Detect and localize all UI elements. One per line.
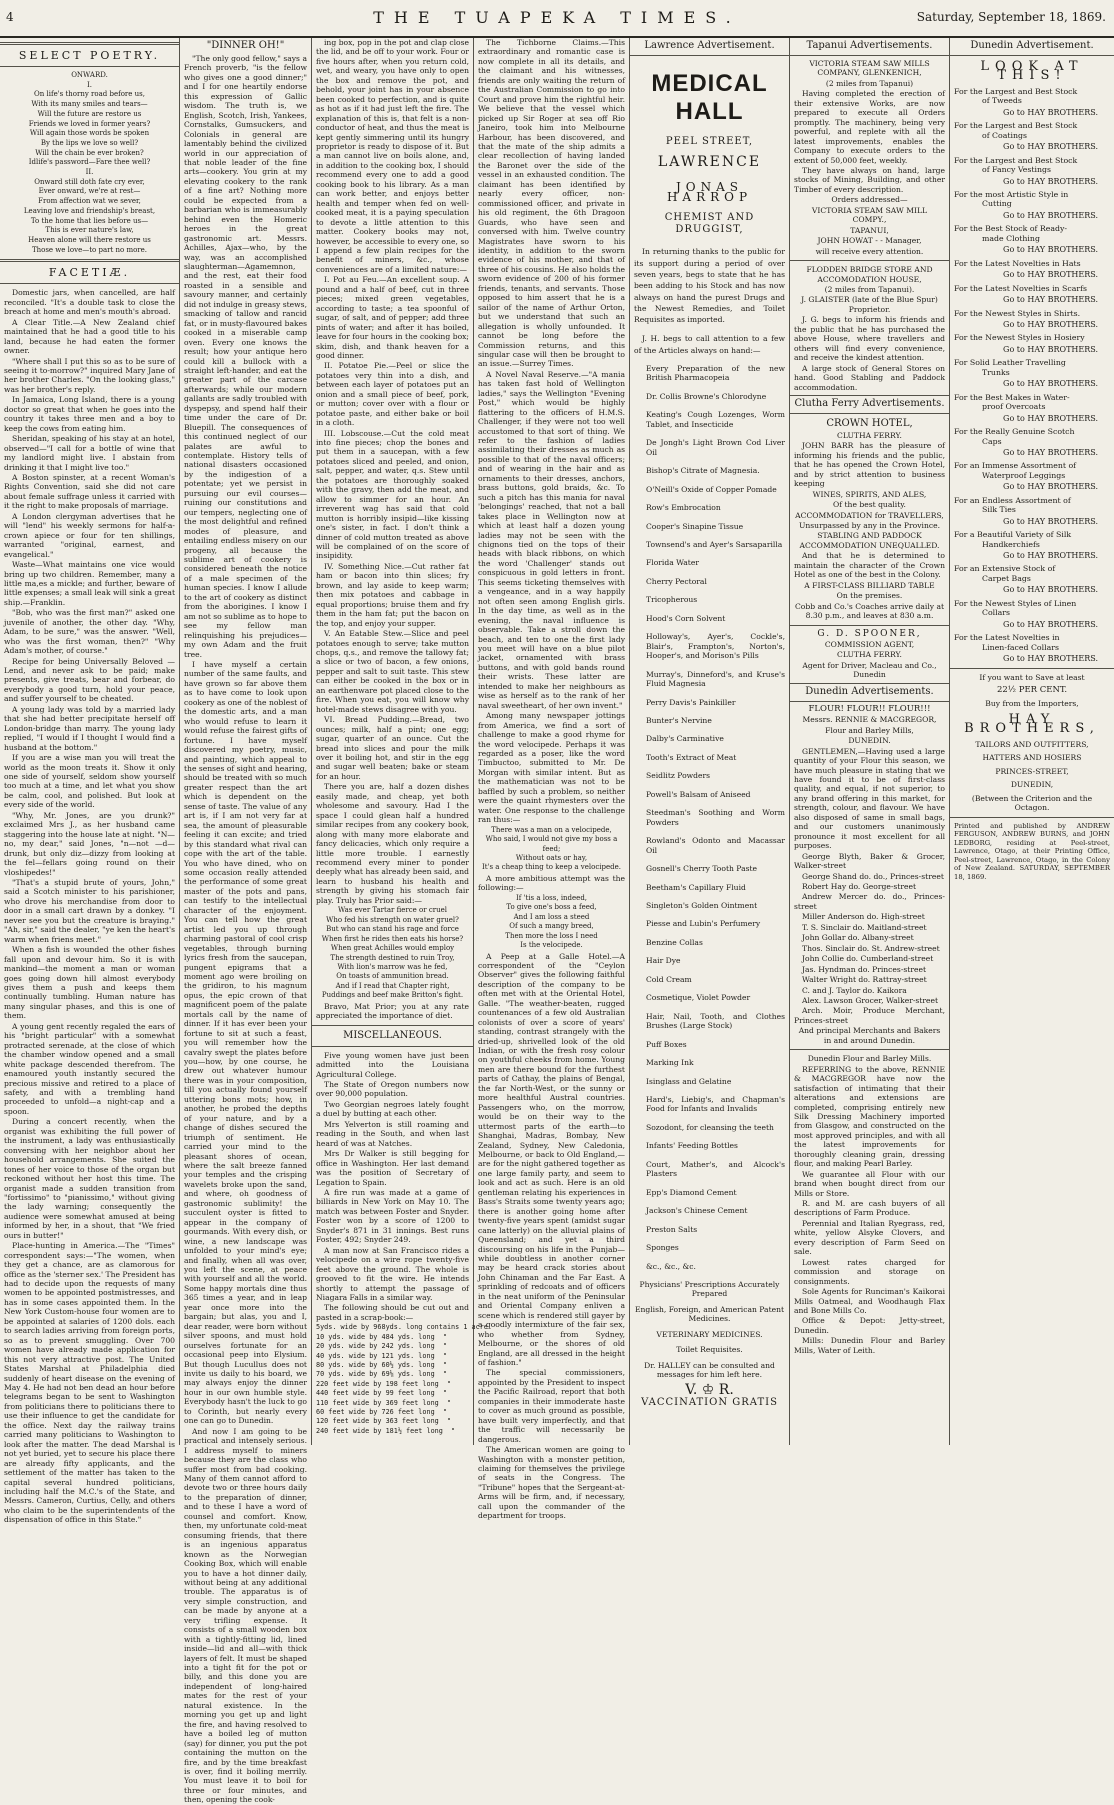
ad-testimonial: GENTLEMEN,—Having used a large quantity of your Flour this season, we have much pleasure in stating that we have found it to be of first-class quality, and equal, if not superior, to any brand offering in this market, for strength, colour, and flavour. We have also disposed of same in small bags, and our customers unanimously pronounce it most excellent for all purposes. (794, 746, 945, 851)
ad-stabling: STABLING AND PADDOCK ACCOMMODATION UNEQUALLED. (799, 531, 940, 550)
ad-entry-line: Linen-faced Collars (982, 642, 1059, 652)
ad-section-head: Tapanui Advertisements. (790, 38, 949, 56)
column-poetry-facetiae (0, 38, 180, 1525)
paragraph: "Bob, who was the first man?" asked one juvenile of another, the other day. "Why, Adam, to be sure," was the answer. "Well, who was the first woman, then?" "Why Adam's mother, of course." (4, 608, 175, 656)
ad-goto-hay-brothers: Go to HAY BROTHERS. (1003, 654, 1098, 664)
divider (950, 817, 1114, 818)
ad-billiard-sub: On the premises. (836, 591, 903, 601)
ad-orders-to: VICTORIA STEAM SAW MILL COMPY., (811, 205, 928, 225)
ad-goto-hay-brothers: Go to HAY BROTHERS. (1003, 482, 1098, 492)
ad-item: Florida Water (646, 558, 699, 568)
ad-princes: PRINCES-STREET, (995, 766, 1069, 776)
paragraph: Place-hunting in America.—The "Times" correspondent says:—"The women, when they get a chance, are as clamorous for office as the 'sterner sex.' The President has had to decide upon the requests of many women to be appointed postmistresses, and has in some cases appointed them. In the New York Custom-house four women are to be appointed at salaries of 1200 dols. each to search ladies arriving from foreign ports, so as to prevent smuggling. Over 700 women have already made application for this not very attractive post. The United States Marshal at Philadelphia died suddenly of heart disease on the evening of May 4. He had not ben dead an hour before telegrams began to be sent to Washington from politicians there to politicians there to use their influence to get the candidate for the office. Next day the railway trains carried many politicians to Washington to look after the matter. The dead Marshal is not yet buried, yet to secure his place there are already fifty applicants, and the settlement of the matter has taken to the capital several hundred politicians, including half the M.C.'s of the State, and Messrs. Cameron, Curtius, Celly, and others who claim to be the superintendents of the dispensation of office in this State." (4, 1241, 175, 1525)
ad-flodden-title: FLODDEN BRIDGE STORE AND ACCOMODATION HOUSE, (806, 265, 933, 284)
ad-item: Seidlitz Powders (646, 771, 711, 781)
ad-dunedin: DUNEDIN, (1010, 780, 1054, 790)
paragraph: Five young women have just been admitted into the Louisiana Agricultural College. (316, 1050, 469, 1079)
ad-entry-line: of Coatings (982, 130, 1028, 140)
divider (312, 1025, 473, 1026)
paragraph: V. An Eatable Stew.—Slice and peel potatoes enough to serve; take mutton chops, q.s., and remove the tallowy fat; a slice or two of bacon, a few onions, pepper and salt to suit taste. This stew can either be cooked in the box or in an earthenware pot placed close to the fire. When you eat, you will know why hotel-made stews disagree with you. (316, 629, 469, 714)
divider (950, 668, 1114, 669)
ad-entries (954, 87, 1110, 664)
ad-spooner: G. D. SPOONER, (817, 628, 922, 639)
poem-stanza (4, 178, 175, 256)
miscellaneous-body (316, 1051, 469, 1323)
poem (4, 71, 175, 255)
ad-glaister-body: A large stock of General Stores on hand. Good Stabling and Paddock accommodation. (794, 363, 945, 392)
ad-veterinary: VETERINARY MEDICINES. (656, 1329, 763, 1339)
ad-entry-line: Handkerchiefs (982, 539, 1040, 549)
ad-goto-hay-brothers: Go to HAY BROTHERS. (1003, 379, 1098, 389)
ad-agents: Sole Agents for Runciman's Kaikorai Mills Oatmeal, and Woodhaugh Flax and Bone Mills Co. (794, 1287, 945, 1316)
paragraph: "The only good fellow," says a French proverb, "is the fellow who gives one a good dinner;" and I for one heartily endorse this expression of Gallic wisdom. The truth is, we English, Scotch, Irish, Yankees, Cornstalks, Gumsuckers, and Colonials in general are lamentably behind the civilized world in our appreciation of that noble leader of the fine arts—cookery. You grin at my elevating cookery to the rank of a fine art? Nothing more could be expected from a barbarian who is immeasurably behind even the Homeric heroes in the great gastronomic art. Messrs. Achilles, Ajax—who, by the way, was an accomplished slaughterman—Agamemnon, and the rest, eat their food roasted in a sensible and savoury manner, and certainly did not indulge in greasy stews, smacking of tallow and rancid fat, or in musty-flavoured bakes cooked in a miserable camp oven. Every one knows the result; how your antique hero could kill a bullock with a straight left-hander, and eat the greater part of the carcase afterwards; while our modern gallants are sadly troubled with dyspepsy, and spend half their time under the care of Dr. Bluepill. The consequences of this continued neglect of our palates are awful to contemplate. History tells of national disasters occasioned by the indigestion of a potentate; yet we persist in pursuing our evil courses—ruining our constitutions and our tempers, neglecting one of the most delightful and refined modes of pleasure, and entailing endless misery on our progeny, all because the sublime art of cookery is considered beneath the notice of a male specimen of the human species. I know I allude to the art of cookery as distinct from the aborigines. I know I am not so sublime as to hope to see my fellow man relinquishing his prejudices—my own Adam and the fruit tree. (184, 54, 308, 659)
ad-goto-hay-brothers: Go to HAY BROTHERS. (1003, 585, 1098, 595)
ad-section-head: Dunedin Advertisement. (950, 38, 1114, 56)
divider (790, 1049, 949, 1050)
ad-vaccination: VACCINATION GRATIS (641, 1397, 778, 1409)
paragraph: VI. Bread Pudding.—Bread, two ounces; milk, half a pint; one egg; sugar, quarter of an ounce. Cut the bread into slices and pour the milk over it boiling hot, and stir in the egg and sugar well beaten; bake or steam for an hour. (316, 715, 469, 781)
ad-item: Bunter's Nervine (646, 716, 712, 725)
poem-line: Idlife's password—Fare thee well? (28, 158, 151, 167)
ad-entry-line: Carpet Bags (982, 573, 1031, 583)
poem-line: Ever onward, we're at rest— (38, 187, 141, 196)
ad-entry-line: For the Latest Novelties in Hats (954, 258, 1081, 268)
ad-entry-line: For the Largest and Best Stock (954, 155, 1078, 165)
ad-item: Hair Dye (646, 956, 681, 966)
poem-section-number: I. (87, 80, 92, 89)
ad-rates: Lowest rates charged for commission and storage on consignments. (794, 1257, 945, 1286)
divider (0, 259, 179, 262)
column-news (474, 38, 630, 1521)
poem-line: Will the future are restore us (37, 109, 142, 118)
ad-item: &c., &c., &c. (646, 1261, 696, 1271)
ad-entry-line: proof Overcoats (982, 402, 1046, 412)
ad-item: Jackson's Chinese Cement (646, 1206, 748, 1216)
royal-emblem (634, 1381, 785, 1398)
divider (0, 283, 179, 284)
poem-line: Will again those words be spoken (29, 129, 150, 138)
ad-signers-end: And principal Merchants and Bakers in and around Dunedin. (798, 1026, 941, 1045)
paragraph: A more ambitious attempt was the following:— (478, 873, 625, 893)
ad-accom: ACCOMMODATION for TRAVELLERS, (795, 510, 944, 520)
ad-percent: 22½ PER CENT. (996, 685, 1068, 696)
signer-line: George Shand do. do., Princes-street (802, 871, 944, 881)
ad-item: Murray's, Dinneford's, and Kruse's Fluid Magnesia (646, 669, 785, 689)
ad-ferry: CLUTHA FERRY. (837, 650, 902, 660)
paragraph: A Peep at a Galle Hotel.—A correspondent of the "Ceylon Observer" gives the following faithful description of the company to be often met with at the Oriental Hotel, Galle. "The weather-beaten, rugged countenances of a few old Australian colonists of over a score of years' standing, contrast strangely with the dried-up, shrivelled look of the old Indian, or with the fresh rosy colour on youthful cheeks from home. Young men are there bound for the furthest parts of Cathay, the plains of Bengal, the far North-West, or the sunny or more healthful Austral countries. Passengers who, on the morrow, would be on their way to the uttermost parts of the earth—to Shanghai, Madras, Bombay, New Zealand, Sydney, New Caledonia, Melbourne, or back to Old England,—are for the night gathered together as one large family party, and seem to look and act as such. Here is an old gentleman relating his experiences in Bass's Straits some twenty years ago; there is another going home after twenty-five years spent (amidst sugar cane latterly) on the alluvial plains of Queensland; and yet a third discoursing on his life in the Punjab—while doubtless in another corner may be heard crack stories about John Chinaman and the Far East. A sprinkling of redcoats and of officers in the neat uniform of the Peninsular and Oriental Company enliven a scene which is rendered still gayer by a goodly intermixture of the fair sex, who whether from Sydney, Melbourne, or the shores of old England, are all dressed in the height of fashion." (478, 951, 625, 1367)
signer-line: Walter Wright do. Rattray-street (802, 975, 927, 985)
crown-icon: ♔ (701, 1381, 719, 1398)
paragraph: Recipe for being Universally Beloved —Lend, and never ask to be paid; make presents, give treats, bear and forbear, do everybody a good turn, hold your peace, and suffer yourself to be cheated. (4, 656, 175, 704)
ad-cash: R. and M. are cash buyers of all descriptions of Farm Produce. (794, 1199, 945, 1218)
ad-prescriptions: Physicians' Prescriptions Accurately Prepared (639, 1279, 780, 1299)
ad-entry-line: For the Best Makes in Water- (954, 392, 1070, 402)
ad-flodden-sub: (2 miles from Tapanui). (824, 284, 915, 294)
ad-section-head: Dunedin Advertisements. (790, 683, 949, 702)
ad-billiard: A FIRST-CLASS BILLIARD TABLE (804, 580, 935, 590)
ad-coaches: Cobb and Co.'s Coaches arrive daily at 8.30 p.m., and leaves at 830 a.m. (794, 601, 945, 621)
ad-item: Sozodont, for cleansing the teeth (646, 1122, 774, 1132)
ad-office: Office & Depot: Jetty-street, Dunedin. (794, 1316, 945, 1335)
paragraph: Bravo, Mat Prior; you at any rate appreciated the importance of diet. (316, 1001, 469, 1021)
ad-street: PEEL STREET, (665, 136, 754, 147)
ad-rennie-sub: Flour and Barley Mills, (825, 725, 914, 735)
paragraph: Was ever Tartar fierce or cruel Who fed his strength on water gruel? But who can stand his rage and force When first he rides then eats his horse? When great Achilles would employ The strength destined to ruin Troy, With lion's marrow was he fed, On toasts of ammunition bread. And if I read that Chapter right, Puddings and beef make Britton's fight. (321, 906, 464, 1000)
ad-item: Puff Boxes (646, 1039, 687, 1049)
divider (790, 260, 949, 261)
ad-item: Gosnell's Cherry Tooth Paste (646, 864, 758, 874)
ad-goto-hay-brothers: Go to HAY BROTHERS. (1003, 551, 1098, 561)
ad-entry-line: For an Immense Assortment of (954, 461, 1077, 471)
ad-crown-body: JOHN BARR has the pleasure of informing his friends and the public, that he has opened the Crown Hotel, and by strict attention to business keeping (794, 441, 945, 489)
divider (312, 1046, 473, 1047)
ad-entry-line: For the Really Genuine Scotch (954, 427, 1075, 437)
ad-goto-hay-brothers: Go to HAY BROTHERS. (1003, 447, 1098, 457)
ad-item: Isinglass and Gelatine (646, 1076, 732, 1086)
ad-entry-line: made Clothing (982, 233, 1040, 243)
ad-item: Every Preparation of the new British Pharmacopeia (646, 364, 785, 383)
paragraph: IV. Something Nice.—Cut rather fat ham or bacon into thin slices; fry brown, and lay aside to keep warm; then mix potatoes and cabbage in equal proportions; bruise them and fry them in the ham fat; put the bacon on the top, and enjoy your supper. (316, 561, 469, 628)
ad-item: Cherry Pectoral (646, 576, 707, 586)
ad-hatters: HATTERS AND HOSIERS (982, 753, 1082, 763)
section-head-miscellaneous: MISCELLANEOUS. (343, 1029, 442, 1041)
ad-between: (Between the Criterion and the Octagon. (971, 793, 1093, 813)
ad-entry-line: Cutting (982, 199, 1012, 209)
ad-mills-head: Dunedin Flour and Barley Mills. (807, 1054, 932, 1064)
ad-item-list (634, 364, 785, 1271)
page-number: 4 (6, 10, 14, 24)
paragraph: There was a man on a velocipede, Who said, I would not give my boss a feed; Without oats or hay, It's a cheap thing to keep a velocipede. (481, 825, 621, 872)
ad-hay-brothers: HAY BROTHERS, (964, 711, 1100, 737)
ad-item: Preston Salts (646, 1224, 698, 1234)
paragraph: II. Potatoe Pie.—Peel or slice the potatoes very thin into a dish, and between each layer of potatoes put an onion and a small piece of beef, pork, or mutton; cover over with a flour or potatoe paste, and either bake or boil in a cloth. (316, 361, 469, 428)
issue-date: Saturday, September 18, 1869. (916, 10, 1106, 24)
ad-trade: CHEMIST AND DRUGGIST, (664, 212, 755, 236)
paragraph: In Jamaica, Long Island, there is a young doctor so great that when he goes into the country it takes three men and a boy to keep the cows from eating him. (4, 395, 175, 433)
paragraph: "That's a stupid brute of yours, John," said a Scotch minister to his parishioner, who drove his merchandise from door to door in a small cart drawn by a donkey. "I never see you but the creature is braying." "Ah, sir," said the dealer, "ye ken the heart's warm when friens meet." (4, 878, 175, 944)
section-head-poetry: SELECT POETRY. (18, 49, 161, 62)
ad-crown-place: CLUTHA FERRY. (837, 430, 902, 440)
ad-entry-line: For an Endless Assortment of (954, 495, 1071, 505)
ad-entry-line: For the Newest Styles in Hosiery (954, 333, 1085, 343)
emblem-letter: R. (718, 1381, 734, 1398)
paragraph: A fire run was made at a game of billiards in New York on May 10. The match was between Foster and Snyder. Foster won by a score of 1200 to Snyder's 871 in 31 innings. Best runs Foster, 492; Snyder 249. (316, 1188, 469, 1245)
ad-manager-sub: will receive every attention. (815, 246, 924, 256)
ad-entry-line: Caps (982, 436, 1002, 446)
paragraph: Two Georgian negroes lately fought a duel by butting at each other. (316, 1099, 469, 1119)
ad-patent: English, Foreign, and American Patent Medicines. (634, 1304, 785, 1324)
poem-title: ONWARD. (71, 71, 108, 79)
ad-ryegrass: Perennial and Italian Ryegrass, red, white, yellow Alsyke Clovers, and every description of Farm Seed on sale. (794, 1218, 945, 1257)
ad-item: O'Neill's Oxide of Copper Pomade (646, 484, 777, 494)
ad-goto-hay-brothers: Go to HAY BROTHERS. (1003, 176, 1098, 186)
ad-rennie-town: DUNEDIN. (848, 736, 891, 746)
paragraph: A Novel Naval Reserve.—"A mania has taken fast hold of Wellington ladies," says the Wellington "Evening Post," which would be highly flattering to the officers of H.M.S. Challenger, if they were not too well accustomed to that sort of thing. We refer to the fashion of ladies assimilating their dresses as much as possible to that of the naval officers; and of wearing in the hair and as ornaments to their dresses, anchors, brass buttons, gold braids, &c. To such a pitch has this mania for naval 'belongings' reached, that not a ball takes place in Wellington now at which at least half a dozen young ladies may not be seen with the chignons tied on the tops of their heads with black ribbons, on which the word 'Challenger' stands out conspicuous in gold letters in front. This seems ticketing themselves with a vengeance, and in a way happily not often seen among English girls. In the day time, as well as in the evening, the naval influence is observable. Take a stroll down the beach, and ten to one the first lady you meet will have on a blue pilot jacket, ornamented with brass buttons, and with gold bands round their wrists. These latter are intended to make her neighbours as wise as herself as to the rank of her naval sweetheart, of her own invent." (478, 369, 625, 710)
paragraph: A young gent recently regaled the ears of his "bright particular" with a somewhat protracted serenade, at the close of which the chamber window opened and a small white package descended therefrom. The enamoured youth instantly secured the precious missive and retired to a place of safety, and with a trembling hand proceeded to unfold—a night-cap and a spoon. (4, 1021, 175, 1116)
paragraph: The American women are going to Washington with a monster petition, claiming for themselves the privilege of seats in the Congress. The "Tribune" hopes that the Sergeant-at-Arms will be firm, and, if necessary, call upon the commander of the department for troops. (478, 1445, 625, 1521)
ad-item: Keating's Cough Lozenges, Worm Tablet, and Insecticide (646, 410, 785, 429)
newspaper-title: THE TUAPEKA TIMES. (373, 8, 741, 27)
ad-item: Cosmetique, Violet Powder (646, 993, 751, 1003)
ad-item: Steedman's Soothing and Worm Powders (646, 808, 785, 827)
ad-flour: FLOUR! FLOUR!! FLOUR!!! (808, 703, 931, 714)
ad-entry-line: For the Best Stock of Ready- (954, 224, 1068, 234)
poem-stanza (4, 90, 175, 168)
ad-entry-line: For the Latest Novelties in (954, 633, 1060, 643)
paragraph: Sheridan, speaking of his stay at an hotel, observed—"I call for a bottle of wine that my landlord might live. I abstain from drinking it that I might live too." (4, 434, 175, 472)
paragraph: A London clergyman advertises that he will "lend" his weekly sermons for half-a-crown apiece or four for ten shillings, warranted "original, earnest, and evangelical." (4, 511, 175, 559)
ad-entry-line: For a Beautiful Variety of Silk (954, 530, 1072, 540)
paragraph: A young lady was told by a married lady that she had better precipitate herself off London-bridge than marry. The young lady replied, "I would if I thought I would find a husband at the bottom." (4, 704, 175, 752)
ad-goto-hay-brothers: Go to HAY BROTHERS. (1003, 413, 1098, 423)
signer-line: Robert Hay do. George-street (802, 881, 917, 891)
divider (0, 66, 179, 67)
poem-line: From affection wat we sever, (38, 197, 141, 206)
divider (0, 42, 179, 45)
ad-goto-hay-brothers: Go to HAY BROTHERS. (1003, 107, 1098, 117)
signer-line: Thos. Sinclair do. St. Andrew-street (802, 943, 940, 953)
poem-line: On life's thorny road before us, (34, 90, 145, 99)
paragraph: There you are, half a dozen dishes easily made, and cheap, yet both wholesome and savoury. Had I the space I could glean half a hundred similar recipes from any cookery book, along with many more elaborate and fancy delicacies, which only require a little more trouble. I earnestly recommend every miner to ponder deeply what has already been said, and learn to husband his health and strength by giving his stomach fair play. Truly has Prior said:— (316, 782, 469, 905)
poem-line: By the lips we love so well? (40, 138, 139, 147)
masthead (0, 0, 1114, 38)
ad-item: Hard's, Liebig's, and Chapman's Food for Infants and Invalids (646, 1094, 785, 1114)
signer-line: John Gollar do. Albany-street (802, 933, 914, 943)
paragraph: III. Lobscouse.—Cut the cold meat into fine pieces; chop the bones and put them in a saucepan, with a few potatoes sliced and peeled, and onion, salt, pepper, and water, q.s. Stew until the potatoes are thoroughly soaked with the gravy, then add the meat, and allow to simmer for an hour. An irreverent wag has said that cold mutton is horribly insipid—like kissing one's sister, in fact. I don't think a dinner of cold mutton treated as above will be complained of on the score of insipidity. (316, 428, 469, 561)
poem-line: Heaven alone will there restore us (28, 235, 151, 244)
printer-imprint: Printed and published by ANDREW FERGUSON, ANDREW BURNS, and JOHN LEDBORG, residing at Peel-street, Lawrence, Otago, at their Printing Office, Peel-street, Lawrence, Otago, in the Colony of New Zealand. SATURDAY, SEPTEMBER 18, 1869. (954, 821, 1110, 881)
section-head-facetiae: FACETIÆ. (48, 266, 131, 280)
paragraph: Mrs Dr Walker is still begging for office in Washington. Her last demand was the position of Secretary of Legation to Spain. (316, 1149, 469, 1187)
ad-item: Cooper's Sinapine Tissue (646, 521, 744, 531)
ad-item: Piesse and Lubin's Perfumery (646, 919, 761, 929)
ad-item: Row's Embrocation (646, 503, 721, 513)
ad-accom-sub: Unsurpassed by any in the Province. (798, 521, 940, 531)
ad-commission: COMMISSION AGENT, (824, 640, 915, 650)
column-recipes-misc (312, 38, 492, 1445)
poem-line: Friends we loved in former years? (28, 119, 151, 128)
article-body (316, 38, 469, 1021)
ad-tapanui: TAPANUI, (850, 225, 889, 235)
testimonial-signers (794, 852, 945, 1026)
ad-item: Benzine Collas (646, 937, 703, 947)
ad-crown-body: And that he is determined to maintain the character of the Crown Hotel as one of the best in the Colony. (794, 551, 945, 580)
column-hay-brothers-ad (950, 38, 1114, 1445)
paragraph: A man now at San Francisco rides a velocipede on a wire rope twenty-five feet above the ground. The whole is grooved to fit the wire. He intends shortly to attempt the passage of Niagara Falls in a similar way. (316, 1245, 469, 1302)
acre-table: 5yds. wide by 968yds. long contains 1 acre. 10 yds. wide by 484 yds. long " 20 yds. wide by 242 yds. long " 40 yds. wide by 121 yds. long " 80 yds. wide by 60½ yds. long " 70 yds. wide by 69⅛ yds. long " 220 feet wide by 198 feet long " 440 feet wide by 99 feet long " 110 feet wide by 369 feet long " 60 feet wide by 726 feet long " 120 feet wide by 363 feet long " 240 feet wide by 181½ feet long " (316, 1323, 492, 1435)
paragraph: I. Pot au Feu.—An excellent soup. A pound and a half of beef, cut in three pieces; mixed green vegetables, according to taste; a tea spoonful of sugar, of salt, and of pepper; add three pints of water; and after it has boiled, leave for four hours in the cooking box; skim, dish, and thank heaven for a good dinner. (316, 275, 469, 360)
ad-item: Sponges (646, 1243, 679, 1253)
ad-manager: JOHN HOWAT - - Manager, (817, 236, 922, 246)
paragraph: Among many newspaper jottings from America, we find a sort of challenge to make a good rhyme for the word velocipede. Perhaps it was regarded as a poser, like the word Timbuctoo, submitted to Mr. De Morgan with similar intent. But as the mathematician was not to be baffled by such a problem, so neither were the quaint rhymesters over the water. One response to the challenge ran thus:— (478, 711, 625, 825)
ad-item: Tooth's Extract of Meat (646, 752, 737, 762)
ad-intro: In returning thanks to the public for its support during a period of over seven years, begs to state that he has been adding to his Stock and has now always on hand the purest Drugs and the Newest Remedies, and Toilet Requisites as imported. (634, 247, 785, 325)
ad-item: Rowland's Odonto and Macassar Oil (646, 836, 785, 855)
ad-goto-hay-brothers: Go to HAY BROTHERS. (1003, 245, 1098, 255)
ad-item: Dr. Collis Browne's Chlorodyne (646, 391, 767, 401)
ad-item: Hair, Nail, Tooth, and Clothes Brushes (Large Stock) (646, 1011, 785, 1031)
poem-line: This is ever nature's law, (45, 226, 134, 235)
ad-entry-line: of Tweeds (982, 96, 1022, 106)
paragraph: The Tichborne Claims.—This extraordinary and romantic case is now complete in all its details, and the claimant and his witnesses, friends are only waiting the return of the Australian Commission to go into Court and prove him the rightful heir. We believe that the vessel which picked up Sir Roger at sea off Rio Janeiro, took him into Melbourne Harbour, has been discovered, and that the mate of the ship admits a clear recollection of having landed the Baronet over the side of the vessel in an exhausted condition. The claimant has been identified by nearly every officer, non-commissioned officer, and private in his old regiment, the 6th Dragoon Guards, who have seen and conversed with him. Twelve country Magistrates have sworn to his identity, in addition to the sworn evidence of his mother, and that of three of his cousins. He also holds the sworn evidence of 200 of his former friends, tenants, and servants. Those opposed to him assert that he is a sailor of the name of Arthur Orton, but we understand that such an allegation is wholly unfounded. It cannot be long before the Commission returns, and this singular case will then be brought to an issue.—Surrey Times. (478, 38, 625, 369)
ad-look: LOOK AT THIS! (980, 59, 1084, 84)
ad-item: Tricopherous (646, 595, 698, 605)
ad-entry-line: For the Newest Styles in Shirts. (954, 308, 1081, 318)
ad-entry-line: For an Extensive Stock of (954, 564, 1056, 574)
paragraph: "Why, Mr. Jones, are you drunk?" exclaimed Mrs J., as her husband came staggering into the house late at night. "N—no, my dear," said Jones, "n—not —d—drunk, but only diz—dizzy from looking at the fel—fellars going round on their vloshipedes!" (4, 810, 175, 877)
poem-section-number: II. (85, 168, 94, 177)
paragraph: A Boston spinster, at a recent Woman's Rights Convention, said she did not care about female suffrage unless it carried with it the right to make proposals of marriage. (4, 472, 175, 511)
ad-section-head: Lawrence Advertisement. (630, 38, 789, 56)
divider (790, 625, 949, 626)
ad-victoria-body: They have always on hand, large stocks of Mining, Building, and other Timber of every description. (794, 165, 945, 194)
ad-item: Powell's Balsam of Aniseed (646, 789, 751, 799)
ad-entry-line: Silk Ties (982, 505, 1016, 515)
paragraph: The State of Oregon numbers now over 90,000 population. (316, 1080, 469, 1099)
ad-referring: REFERRING to the above, RENNIE & MACGREGOR have now the satisfaction of intimating that their alterations and extensions are completed, comprising entirely new Silk Dressing Machinery imported from Glasgow, and constructed on the most approved principles, and with all the latest improvements for thoroughly cleaning grain, dressing flour, and making Pearl Barley. (794, 1064, 945, 1169)
column-tapanui-clutha-dunedin-ads (790, 38, 950, 1445)
ad-goto-hay-brothers: Go to HAY BROTHERS. (1003, 319, 1098, 329)
poem-line: With its many smiles and tears— (31, 100, 148, 109)
ad-goto-hay-brothers: Go to HAY BROTHERS. (1003, 270, 1098, 280)
paragraph: I have myself a certain number of the same faults, and have grown so far above them as to have come to look upon cookery as one of the noblest of the domestic arts, and a man who would refuse to learn it would refuse the fairest gifts of fortune. I have myself discovered my poetry, music, and painting, which appeal to the senses of sight and hearing, should be treated with so much greater respect than the art which is dependent on the sense of taste. The value of any art is, if I am not very far at sea, the amount of pleasurable feeling it can excite; and tried by this standard what rival can cope with the art of the table. You who have dined, who on some occasion really attended the performance of some great master of the pots and pans, can testify to the intellectual character of the enjoyment. You can tell how the great artist led you up through charming pastoral of cool crisp vegetables, through burning lyrics fresh from the saucepan, pungent epigrams that a moment ago were broiling on the gridiron, to his magnum opus, the epic crown of that magnificent poem of the palate mortals call by the name of dinner. If it has ever been your fortune to sit at such a feast, you will remember how the cavalry swept the plates before you—how, by one course, he drew out whatever humour there was in your composition, till you actually found yourself uttering bons mots; how, in another, he probed the depths of your nature, and by a change of dishes secured the triumph of sentiment. He carried your mind to the pleasant shores of ocean, where the salt breeze fanned your temples and the crisping wavelets broke upon the sand, and where, oh goodness of gastronomic sublimity! the succulent oyster is fitted to appear in the company of gourmands. With every dish, or wine, a new landscape was unfolded to your mind's eye; and finally, when all was over, you left the scene, at peace with yourself and all the world. Some happy mortals dine thus 365 times a year, and in leap year once more into the bargain; but alas, you and I, dear reader, were born without silver spoons, and must hold ourselves fortunate for an occasional peep into Elysium. But though Lucullus does not invite us daily to his board, we may always enjoy the dinner hour in our own humble style. Everybody hasn't the luck to go to Corinth, but nearly every one can go to Dunedin. (184, 660, 308, 1426)
ad-item: Infants' Feeding Bottles (646, 1141, 738, 1151)
ad-item: Cold Cream (646, 974, 692, 984)
ad-item: Bishop's Citrate of Magnesia. (646, 466, 760, 476)
ad-save: If you want to Save at least (979, 672, 1085, 682)
ad-crown-title: CROWN HOTEL, (826, 417, 913, 429)
poem-line: Onward still doth fate cry ever, (34, 177, 145, 186)
article-body (184, 54, 307, 1805)
paragraph: ing box, pop in the pot and clap close the lid, and be off to your work. Four or five hours after, when you return cold, wet, and weary, you have only to open the box and remove the pot, and behold, your joint has in your absence been cooked to perfection, and is quite as hot as if it had just left the fire. The explanation of this is, that felt is a non-conductor of heat, and thus the meat is kept gently simmering until its hungry proprietor is ready to dispose of it. But a man cannot live on boils alone, and, in addition to the cooking box, I should recommend every one to add a good cooking book to his library. As a man can work better, and enjoys better health and temper when fed on well-cooked meat, it is a paying speculation to devote a little attention to this matter. Cookery books may not, however, be accessible to every one, so I append a few plain recipes for the benefit of miners, &c., whose conveniences are of a limited nature:— (316, 38, 469, 274)
paragraph: A Clear Title.—A New Zealand chief maintained that he had a good title to his land, because he had eaten the former owner. (4, 317, 175, 356)
ad-item: Beetham's Capillary Fluid (646, 882, 746, 892)
ad-entry-line: For Solid Leather Travelling (954, 358, 1066, 368)
facetiae-body (4, 288, 175, 1524)
column-dinner-article (180, 38, 312, 1805)
column-medical-hall-ad (630, 38, 790, 1445)
ad-buy: Buy from the Importers, (985, 699, 1079, 709)
ad-item: Hood's Corn Solvent (646, 613, 726, 623)
poem-line: To the home that lies before us— (30, 216, 149, 225)
ad-goto-hay-brothers: Go to HAY BROTHERS. (1003, 210, 1098, 220)
poem-line: Those we love—to part no more. (31, 245, 148, 254)
paragraph: The special commissioners, appointed by the President to inspect the Pacific Railroad, report that both companies in their immoderate haste to cover as much ground as possible, have built very imperfectly, and that the traffic will necessarily be dangerous. (478, 1368, 625, 1444)
ad-victoria-title: VICTORIA STEAM SAW MILLS COMPANY, GLENKENICH, (809, 59, 930, 78)
ad-attention: J. H. begs to call attention to a few of the Articles always on hand:— (634, 334, 785, 355)
ad-guarantee: We guarantee all Flour with our brand when bought direct from our Mills or Store. (794, 1169, 945, 1198)
ad-entry-line: Collars (982, 608, 1011, 618)
news-body (478, 38, 625, 1521)
ad-agent: Agent for Driver, Macleau and Co., Dunedin (802, 660, 937, 680)
ad-wines: WINES, SPIRITS, AND ALES, (812, 489, 927, 499)
ad-goto-hay-brothers: Go to HAY BROTHERS. (1003, 619, 1098, 629)
signer-line: John Collie do. Cumberland-street (802, 954, 934, 964)
paragraph: Waste—What maintains one vice would bring up two children. Remember, many a little ma,es a mickle; and further, beware of little expenses; a small leak will sink a great ship.—Franklin. (4, 560, 175, 607)
ad-entry-line: Trunks (982, 367, 1010, 377)
ad-tailors: TAILORS AND OUTFITTERS, (975, 739, 1089, 749)
emblem-letter: V. (685, 1381, 698, 1398)
ad-town: LAWRENCE (657, 154, 762, 170)
ad-victoria-sub: (2 miles from Tapanui) (825, 78, 914, 88)
signer-line: Miller Anderson do. High-street (802, 912, 925, 922)
ad-entry-line: For the most Artistic Style in (954, 189, 1069, 199)
ad-halley: Dr. HALLEY can be consulted and messages for him left here. (644, 1360, 775, 1380)
signer-line: Alex. Lawson Grocer, Walker-street (802, 995, 939, 1005)
signer-line: T. S. Sinclair do. Maitland-street (802, 922, 927, 932)
ad-toilet: Toilet Requisites. (676, 1345, 743, 1355)
article-title: "DINNER OH!" (206, 40, 285, 51)
signer-line: Arch. Moir, Produce Merchant, Princes-street (794, 1006, 945, 1025)
ad-wines-sub: Of the best quality. (833, 500, 906, 510)
ad-rennie: Messrs. RENNIE & MACGREGOR, (802, 715, 937, 725)
ad-goto-hay-brothers: Go to HAY BROTHERS. (1003, 295, 1098, 305)
ad-item: Singleton's Golden Ointment (646, 900, 758, 910)
paragraph: If you are a wise man you will treat the world as the moon treats it. Show it only one side of yourself, seldom show yourself too much at a time, and let what you show be calm, cool, and polished. But look at every side of the world. (4, 753, 175, 810)
ad-item: Townsend's and Ayer's Sarsaparilla (646, 540, 783, 550)
poem-line: Will the chain be ever broken? (35, 148, 144, 157)
ad-entry-line: Waterproof Leggings (982, 470, 1066, 480)
ad-victoria-body: Having completed the erection of their extensive Works, are now prepared to execute all Orders promptly. The machinery, being very powerful, and replete with all the latest improvements, enables the Company to execute orders to the extent of 50,000 feet, weekly. (794, 89, 945, 165)
ad-item: Dalby's Carminative (646, 734, 724, 744)
ad-goto-hay-brothers: Go to HAY BROTHERS. (1003, 344, 1098, 354)
ad-item: Holloway's, Ayer's, Cockle's, Blair's, Frampton's, Norton's, Hooper's, and Morison's Pills (646, 632, 785, 661)
signer-line: Andrew Mercer do. do., Princes-street (794, 892, 945, 911)
ad-item: De Jongh's Light Brown Cod Liver Oil (646, 438, 785, 457)
ad-glaister: J. GLAISTER (late of the Blue Spur) Proprietor. (801, 295, 938, 314)
paragraph: Mrs Yelverton is still roaming and reading in the South, and when last heard of was at Natches. (316, 1119, 469, 1148)
paragraph: During a concert recently, when the organist was exhibiting the full power of the instrument, a lady was enthusiastically conversing with her neighbor about her household arrangements. She suited the tones of her voice to those of the organ but reckoned without her host this time. The organist made a sudden transition from "fortissimo" to "pianissimo," without giving the lady warning; consequently the audience were somewhat amused at being informed by her, in a shout, that "We fried ours in butter!" (4, 1117, 175, 1240)
ad-entry-line: For the Latest Novelties in Scarfs (954, 283, 1088, 293)
ad-proprietor: JONAS HARROP (666, 180, 753, 204)
ad-item: Epp's Diamond Cement (646, 1187, 737, 1197)
paragraph: And now I am going to be practical and intensely serious. I address myself to miners because they are the class who suffer most from bad cooking. Many of them cannot afford to devote two or three hours daily to the preparation of dinner, and to these I have a word of counsel and comfort. Know, then, my unfortunate cold-meat consuming friends, that there is an ingenious apparatus known as the Norwegian Cooking Box, which will enable you to have a hot dinner daily, without being at any additional trouble. The apparatus is of very simple construction, and can be made by anyone at a very trifling expense. It consists of a small wooden box with a tightly-fitting lid, lined inside—lid and all—with thick layers of felt. It must be shaped into a tight fit for the pot or billy, and this done you are independent of long-haired mates for the rest of your natural existence. In the morning you get up and light the fire, and having resolved to have a boiled leg of mutton (say) for dinner, you put the pot containing the mutton on the fire, and by the time breakfast is over, find it boiling merrily. You must leave it to boil for three or four minutes, and then, opening the cook- (184, 1426, 307, 1805)
ad-mills: Mills: Dunedin Flour and Barley Mills, Water of Leith. (794, 1336, 945, 1355)
poem-line: Leaving love and friendship's breast, (23, 206, 156, 215)
signer-line: George Blyth, Baker & Grocer, Walker-street (794, 851, 945, 871)
ad-orders: Orders addressed— (831, 195, 908, 205)
ad-entry-line: of Fancy Vestings (982, 165, 1052, 175)
ad-entry-line: For the Largest and Best Stock (954, 86, 1078, 96)
ad-item: Marking Ink (646, 1058, 694, 1068)
ad-entry-line: For the Newest Styles of Linen (954, 598, 1077, 608)
ad-goto-hay-brothers: Go to HAY BROTHERS. (1003, 142, 1098, 152)
paragraph: "Where shall I put this so as to be sure of seeing it to-morrow?" inquired Mary Jane of her brother Charles. "On the looking glass," was her brother's reply. (4, 356, 175, 394)
ad-section-head: Clutha Ferry Advertisements. (790, 395, 949, 414)
paragraph: If 'tis a loss, indeed, To give one's boss a feed, And I am loss a steed Of such a mangy breed, Then more the loss I need Is the velocipede. (505, 893, 598, 950)
ad-item: Court, Mather's, and Alcock's Plasters (646, 1159, 785, 1179)
paragraph: When a fish is wounded the other fishes fall upon and devour him. So it is with mankind—the moment a man or woman goes going down hill almost everybody gives them a push and keeps them continually tumbling. Human nature has many singular phases, and this is one of them. (4, 945, 175, 1021)
signer-line: Jas. Hyndman do. Princes-street (802, 964, 927, 974)
signer-line: C. and J. Taylor do. Kaikora (802, 985, 907, 995)
ad-goto-hay-brothers: Go to HAY BROTHERS. (1003, 516, 1098, 526)
ad-title: MEDICAL HALL (651, 70, 768, 125)
paragraph: The following should be cut out and pasted in a scrap-book:— (316, 1303, 469, 1322)
ad-entry-line: For the Largest and Best Stock (954, 121, 1078, 131)
ad-glaister-body: J. G. begs to inform his friends and the public that he has purchased the above House, where travellers and others will find every convenience, and receive the kindest attention. (794, 315, 945, 363)
paragraph: Domestic jars, when cancelled, are half reconciled. "It's a double task to close the breach at home and men's mouth's abroad. (4, 288, 175, 317)
ad-item: Perry Davis's Painkiller (646, 697, 736, 707)
